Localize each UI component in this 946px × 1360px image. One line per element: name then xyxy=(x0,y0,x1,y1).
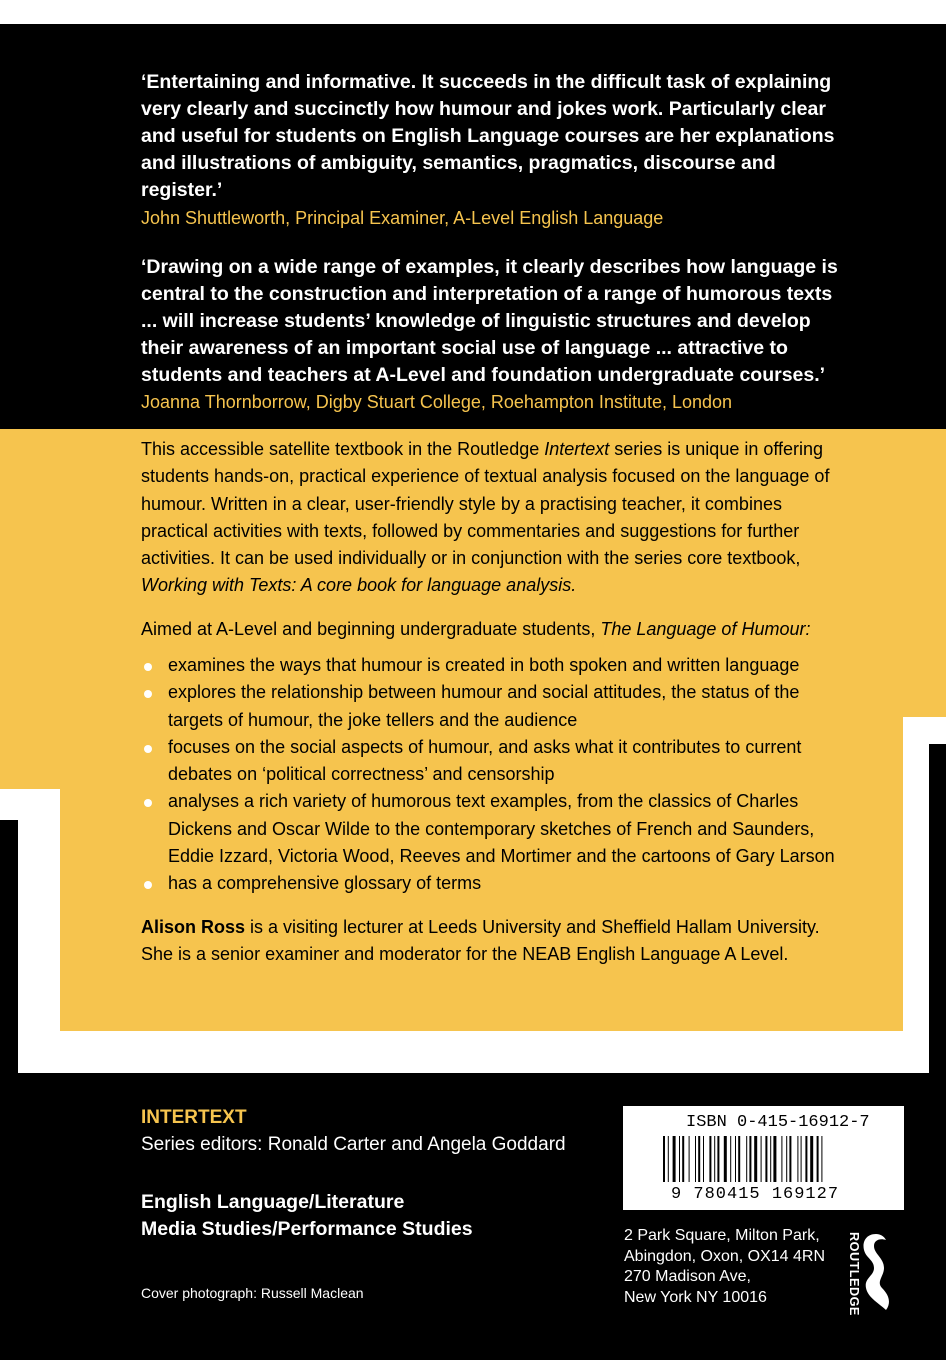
barcode-bar xyxy=(810,1136,813,1182)
feature-list xyxy=(141,652,841,898)
feature-text: explores the relationship between humour and social attitudes, the status of the targets of humour, the joke tellers and the audience xyxy=(168,682,800,730)
review-quote-2: ‘Drawing on a wide range of examples, it clearly describes how language is central to the construction and interpretation of a range of humorous texts ... will increase students’ knowledge of linguistic structures and develop their awareness of an important social use of language ... attractive to students and teachers at A-Level and foundation undergraduate courses.’ xyxy=(141,256,838,386)
feature-item xyxy=(141,870,841,897)
barcode-bar xyxy=(679,1136,680,1182)
barcode-bar xyxy=(724,1136,727,1182)
review-attribution-1: John Shuttleworth, Principal Examiner, A-Level English Language xyxy=(141,208,664,228)
publisher-name: ROUTLEDGE xyxy=(846,1232,861,1316)
barcode-bar xyxy=(746,1136,747,1182)
series-editors: Series editors: Ronald Carter and Angela Goddard xyxy=(141,1134,566,1155)
barcode-bar xyxy=(714,1136,715,1182)
bullet-icon xyxy=(144,745,152,753)
feature-item xyxy=(141,652,841,679)
barcode-bar xyxy=(698,1136,700,1182)
description-text-start: This accessible satellite textbook in the Routledge xyxy=(141,439,545,459)
book-title-inline: The Language of Humour: xyxy=(600,619,811,639)
author-bio xyxy=(141,914,841,969)
feature-text: examines the ways that humour is created in both spoken and written language xyxy=(168,655,800,675)
cover-photo-credit: Cover photograph: Russell Maclean xyxy=(141,1285,364,1301)
barcode-bar xyxy=(717,1136,719,1182)
review-quote-1: ‘Entertaining and informative. It succeeds in the difficult task of explaining very clearly and succinctly how humour and jokes work. Particularly clear and useful for students on English Language courses are her explanations and illustrations of ambiguity, semantics, pragmatics, discourse and register.’ xyxy=(141,71,835,201)
barcode-bar xyxy=(821,1136,822,1182)
series-name-inline: Intertext xyxy=(544,439,610,459)
description-text-body: series is unique in offering students hands-on, practical experience of textual analysis focused on the language of humour. Written in a clear, user-friendly style by a practising teacher, it combines practical activities with texts, followed by commentaries and suggestions for further activities. It can be used individually or in conjunction with the series core textbook, xyxy=(141,439,830,569)
barcode-bar xyxy=(765,1136,767,1182)
barcode-bar xyxy=(673,1136,676,1182)
address-line: 2 Park Square, Milton Park, xyxy=(624,1227,820,1244)
barcode-bar xyxy=(689,1136,690,1182)
bullet-icon xyxy=(144,663,152,671)
barcode-bar xyxy=(730,1136,731,1182)
barcode-bar xyxy=(817,1136,819,1182)
barcode-bar xyxy=(761,1136,762,1182)
isbn-barcode-block xyxy=(623,1106,904,1210)
feature-item xyxy=(141,788,841,870)
description-paragraph xyxy=(141,436,841,600)
subject-line-2: Media Studies/Performance Studies xyxy=(141,1218,473,1240)
feature-text: has a comprehensive glossary of terms xyxy=(168,873,482,894)
audience-intro xyxy=(141,616,841,643)
author-bio-text: is a visiting lecturer at Leeds University and Sheffield Hallam University. She is a senior examiner and moderator for the NEAB English Language A Level. xyxy=(141,917,820,965)
feature-item xyxy=(141,679,841,734)
barcode-bar xyxy=(709,1136,711,1182)
isbn-label: ISBN 0-415-16912-7 xyxy=(686,1113,870,1132)
barcode-bar xyxy=(738,1136,740,1182)
barcode-bar xyxy=(786,1136,787,1182)
barcode-bar xyxy=(805,1136,807,1182)
barcode-bar xyxy=(695,1136,696,1182)
barcode-bar xyxy=(789,1136,791,1182)
core-book-title: Working with Texts: A core book for language analysis. xyxy=(141,575,577,596)
barcode-bar xyxy=(749,1136,751,1182)
barcode-bar xyxy=(735,1136,736,1182)
subject-line-1: English Language/Literature xyxy=(141,1191,405,1213)
feature-item xyxy=(141,734,841,789)
barcode-bar xyxy=(682,1136,684,1182)
barcode-bar xyxy=(781,1136,782,1182)
barcode-bar xyxy=(773,1136,776,1182)
subject-categories xyxy=(141,1189,473,1243)
barcode-bar xyxy=(668,1136,669,1182)
publisher-address xyxy=(624,1226,825,1308)
address-line: New York NY 10016 xyxy=(624,1288,767,1306)
bullet-icon xyxy=(144,690,152,698)
barcode-bar xyxy=(797,1136,798,1182)
author-name: Alison Ross xyxy=(141,917,246,937)
audience-intro-text: Aimed at A-Level and beginning undergraduate students, xyxy=(141,619,601,639)
bullet-icon xyxy=(144,799,152,807)
feature-text: focuses on the social aspects of humour, and asks what it contributes to current debates on ‘political correctness’ and censorship xyxy=(168,736,802,785)
address-line: 270 Madison Ave, xyxy=(624,1268,751,1285)
feature-text: analyses a rich variety of humorous text examples, from the classics of Charles Dickens and Oscar Wilde to the contemporary sketches of French and Saunders, Eddie Izzard, Victoria Wood, Reeves and Mortimer and the cartoons of Gary Larson xyxy=(168,791,835,867)
series-title: INTERTEXT xyxy=(141,1107,247,1128)
barcode-bar xyxy=(663,1136,665,1182)
routledge-wordmark xyxy=(836,1232,861,1316)
routledge-logo-icon xyxy=(856,1232,896,1312)
bullet-icon xyxy=(144,881,152,889)
barcode-bar xyxy=(801,1136,802,1182)
barcode-bar xyxy=(703,1136,704,1182)
barcode-bar xyxy=(770,1136,771,1182)
barcode-bar xyxy=(754,1136,757,1182)
review-attribution-2: Joanna Thornborrow, Digby Stuart College, Roehampton Institute, London xyxy=(141,392,733,412)
barcode-number: 9 780415 169127 xyxy=(671,1185,840,1204)
address-line: Abingdon, Oxon, OX14 4RN xyxy=(624,1247,826,1265)
